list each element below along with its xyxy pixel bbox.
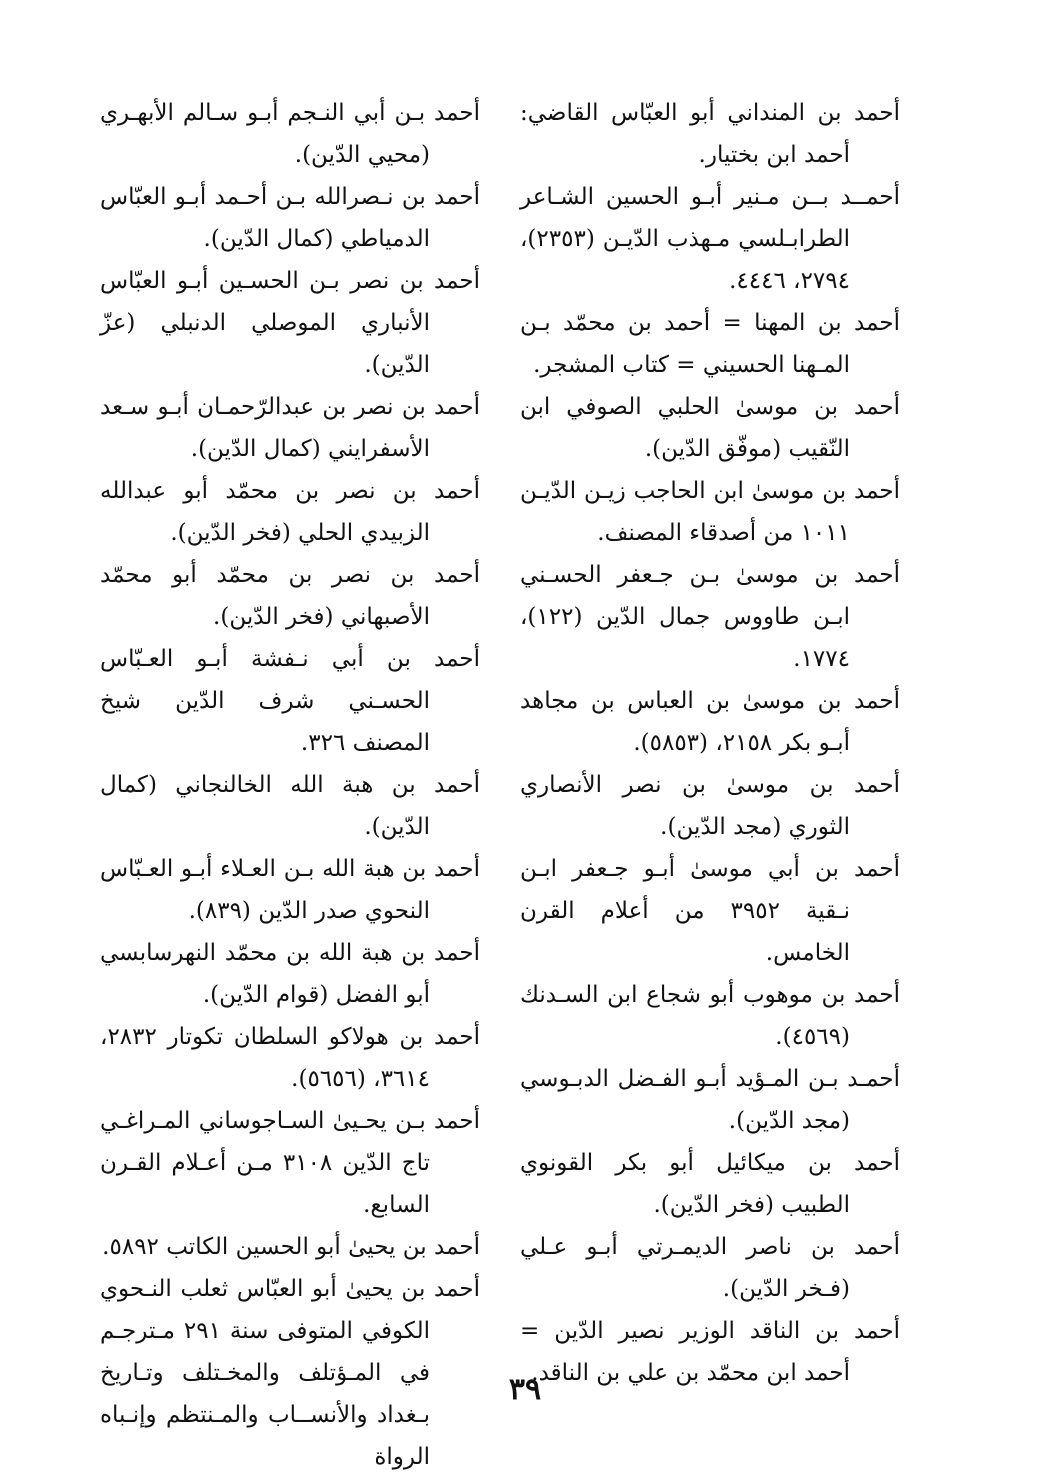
- index-entry: أحمد بن موسىٰ الحلبي الصوفي ابن النّقيب (موفّق الدّين).: [520, 394, 900, 462]
- index-entry: أحمد بن موسىٰ بن نصر الأنصاري الثوري (مجد الدّين).: [520, 772, 900, 840]
- index-entry: أحمد بن هبة الله الخالنجاني (كمال الدّين).: [100, 772, 480, 840]
- index-entry: أحمد بن هولاكو السلطان تكوتار ٢٨٣٢، ٣٦١٤، (٥٦٥٦).: [100, 1024, 480, 1092]
- left-column-index: [100, 92, 480, 1478]
- index-entry: أحمد بن موهوب أبو شجاع ابن السـدنك (٤٥٦٩).: [520, 982, 900, 1050]
- index-entry: أحمد بن أبي موسىٰ أبـو جـعفر ابـن نـقية ٣٩٥٢ من أعلام القرن الخامس.: [520, 856, 900, 966]
- index-entry: أحمد بن يحيىٰ أبو الحسين الكاتب ٥٨٩٢.: [102, 1234, 480, 1260]
- index-entry: أحمد بن أبي نـفشة أبـو العـبّاس الحسـني شرف الدّين شيخ المصنف ٣٢٦.: [100, 646, 480, 756]
- index-entry: أحمد بن نصر بن عبدالرّحمـان أبـو سـعد الأسفرايني (كمال الدّين).: [100, 394, 480, 462]
- index-entry: أحمد بن موسىٰ بن العباس بن مجاهد أبـو بكر ٢١٥٨، (٥٨٥٣).: [520, 688, 900, 756]
- index-entry: أحمد بن هبة الله بـن العـلاء أبـو العـبّاس النحوي صدر الدّين (٨٣٩).: [100, 856, 480, 924]
- index-entry: أحمــد بــن مـنير أبـو الحسين الشـاعر الطرابـلسي مـهذب الدّيـن (٢٣٥٣)، ٢٧٩٤، ٤٤٤٦.: [520, 184, 900, 294]
- index-entry: أحمد بن المهنا = أحمد بن محمّد بـن المـهنا الحسيني = كتاب المشجر.: [520, 310, 900, 378]
- index-entry: أحمد بـن يحـيىٰ السـاجوساني المـراغـي تاج الدّين ٣١٠٨ مـن أعـلام القـرن السابع.: [100, 1108, 480, 1218]
- right-column-index: [520, 92, 900, 1394]
- index-entry: أحمد بن نصر بـن الحسـين أبـو العبّاس الأنباري الموصلي الدنبلي (عزّ الدّين).: [100, 268, 480, 378]
- index-entry: أحمد بن يحيىٰ أبو العبّاس ثعلب النـحوي الكوفي المتوفى سنة ٢٩١ مـترجـم في المـؤتلف والمخـتلف وتـاريخ بـغداد والأنســاب والمـنتظم وإنـباه الرواة: [100, 1276, 480, 1470]
- index-entry: أحمد بن نـصرالله بـن أحـمد أبـو العبّاس الدمياطي (كمال الدّين).: [100, 184, 480, 252]
- index-entry: أحمد بن نصر بن محمّد أبو محمّد الأصبهاني (فخر الدّين).: [100, 562, 480, 630]
- index-entry: أحمـد بـن المـؤيد أبـو الفـضل الدبـوسي (مجد الدّين).: [520, 1066, 900, 1134]
- index-entry: أحمد بـن أبي النـجم أبـو سـالم الأبهـري (محيي الدّين).: [100, 100, 480, 168]
- page-number: ٣٩: [508, 1372, 542, 1407]
- index-entry: أحمد بن موسىٰ بـن جـعفر الحسـني ابـن طاووس جمال الدّين (١٢٢)، ١٧٧٤.: [520, 562, 900, 672]
- index-entry: أحمد بن هبة الله بن محمّد النهرسابسي أبو الفضل (قوام الدّين).: [100, 940, 480, 1008]
- index-entry: أحمد بن المنداني أبو العبّاس القاضي: أحمد ابن بختيار.: [520, 100, 900, 168]
- index-entry: أحمد بن ناصر الديمـرتي أبـو عـلي (فـخر الدّين).: [520, 1234, 900, 1302]
- index-entry: أحمد بن نصر بن محمّد أبو عبدالله الزبيدي الحلي (فخر الدّين).: [100, 478, 480, 546]
- index-entry: أحمد بن ميكائيل أبو بكر القونوي الطبيب (فخر الدّين).: [520, 1150, 900, 1218]
- index-entry: أحمد بن موسىٰ ابن الحاجب زيـن الدّيـن ١٠١١ من أصدقاء المصنف.: [520, 478, 900, 546]
- index-entry: أحمد بن الناقد الوزير نصير الدّين = أحمد ابن محمّد بن علي بن الناقد.: [520, 1318, 900, 1386]
